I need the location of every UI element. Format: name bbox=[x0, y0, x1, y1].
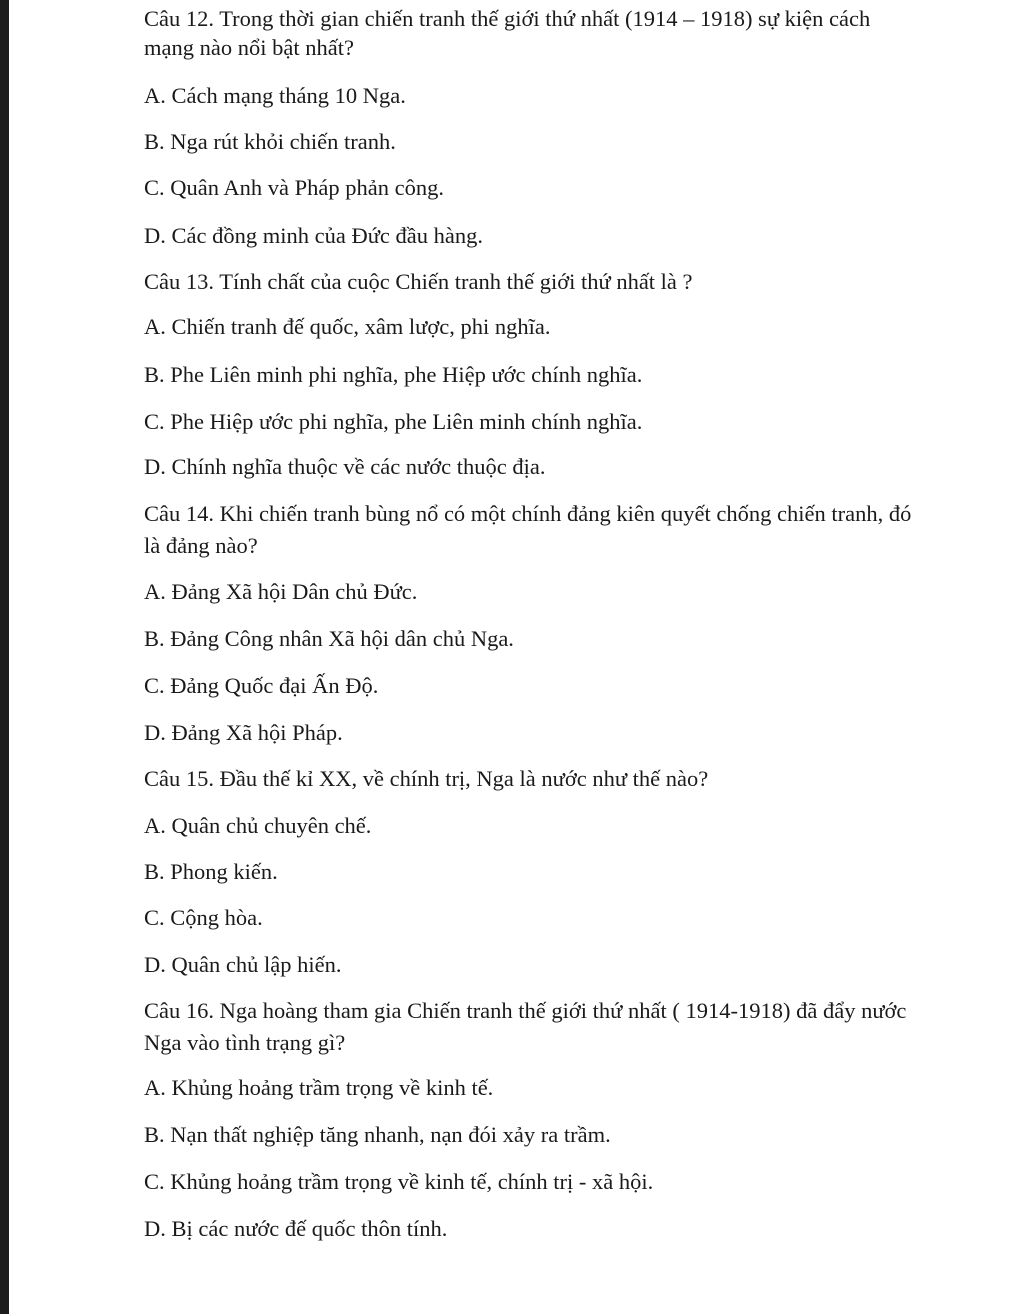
question-15-option-c: C. Cộng hòa. bbox=[144, 905, 263, 930]
question-12-option-d: D. Các đồng minh của Đức đầu hàng. bbox=[144, 223, 483, 248]
question-13-option-c: C. Phe Hiệp ước phi nghĩa, phe Liên minh chính nghĩa. bbox=[144, 409, 643, 434]
question-15-option-a: A. Quân chủ chuyên chế. bbox=[144, 813, 372, 838]
question-16-option-b: B. Nạn thất nghiệp tăng nhanh, nạn đói xảy ra trầm. bbox=[144, 1122, 611, 1147]
question-14-option-b: B. Đảng Công nhân Xã hội dân chủ Nga. bbox=[144, 626, 514, 651]
question-15-text: Câu 15. Đầu thế kỉ XX, về chính trị, Nga là nước như thế nào? bbox=[144, 766, 709, 791]
question-12-text-line-2: mạng nào nổi bật nhất? bbox=[144, 35, 354, 60]
question-14-text-line-2: là đảng nào? bbox=[144, 533, 258, 558]
question-12-text-line-1: Câu 12. Trong thời gian chiến tranh thế giới thứ nhất (1914 – 1918) sự kiện cách bbox=[144, 6, 871, 31]
question-13-option-b: B. Phe Liên minh phi nghĩa, phe Hiệp ước chính nghĩa. bbox=[144, 362, 643, 387]
question-12-option-b: B. Nga rút khỏi chiến tranh. bbox=[144, 129, 396, 154]
question-14-option-a: A. Đảng Xã hội Dân chủ Đức. bbox=[144, 579, 418, 604]
question-16-text-line-1: Câu 16. Nga hoàng tham gia Chiến tranh thế giới thứ nhất ( 1914-1918) đã đẩy nước bbox=[144, 998, 907, 1023]
question-16-text-line-2: Nga vào tình trạng gì? bbox=[144, 1030, 346, 1055]
question-16-option-d: D. Bị các nước đế quốc thôn tính. bbox=[144, 1216, 448, 1241]
question-15-option-b: B. Phong kiến. bbox=[144, 859, 278, 884]
question-13-option-d: D. Chính nghĩa thuộc về các nước thuộc địa. bbox=[144, 454, 546, 479]
question-12-option-c: C. Quân Anh và Pháp phản công. bbox=[144, 175, 444, 200]
question-14-option-d: D. Đảng Xã hội Pháp. bbox=[144, 720, 343, 745]
question-13-text: Câu 13. Tính chất của cuộc Chiến tranh thế giới thứ nhất là ? bbox=[144, 269, 693, 294]
question-12-option-a: A. Cách mạng tháng 10 Nga. bbox=[144, 83, 406, 108]
question-14-text-line-1: Câu 14. Khi chiến tranh bùng nổ có một chính đảng kiên quyết chống chiến tranh, đó bbox=[144, 501, 912, 526]
question-16-option-c: C. Khủng hoảng trầm trọng về kinh tế, chính trị - xã hội. bbox=[144, 1169, 654, 1194]
question-15-option-d: D. Quân chủ lập hiến. bbox=[144, 952, 342, 977]
question-16-option-a: A. Khủng hoảng trầm trọng về kinh tế. bbox=[144, 1075, 494, 1100]
question-14-option-c: C. Đảng Quốc đại Ấn Độ. bbox=[144, 673, 379, 698]
question-13-option-a: A. Chiến tranh đế quốc, xâm lược, phi nghĩa. bbox=[144, 314, 551, 339]
